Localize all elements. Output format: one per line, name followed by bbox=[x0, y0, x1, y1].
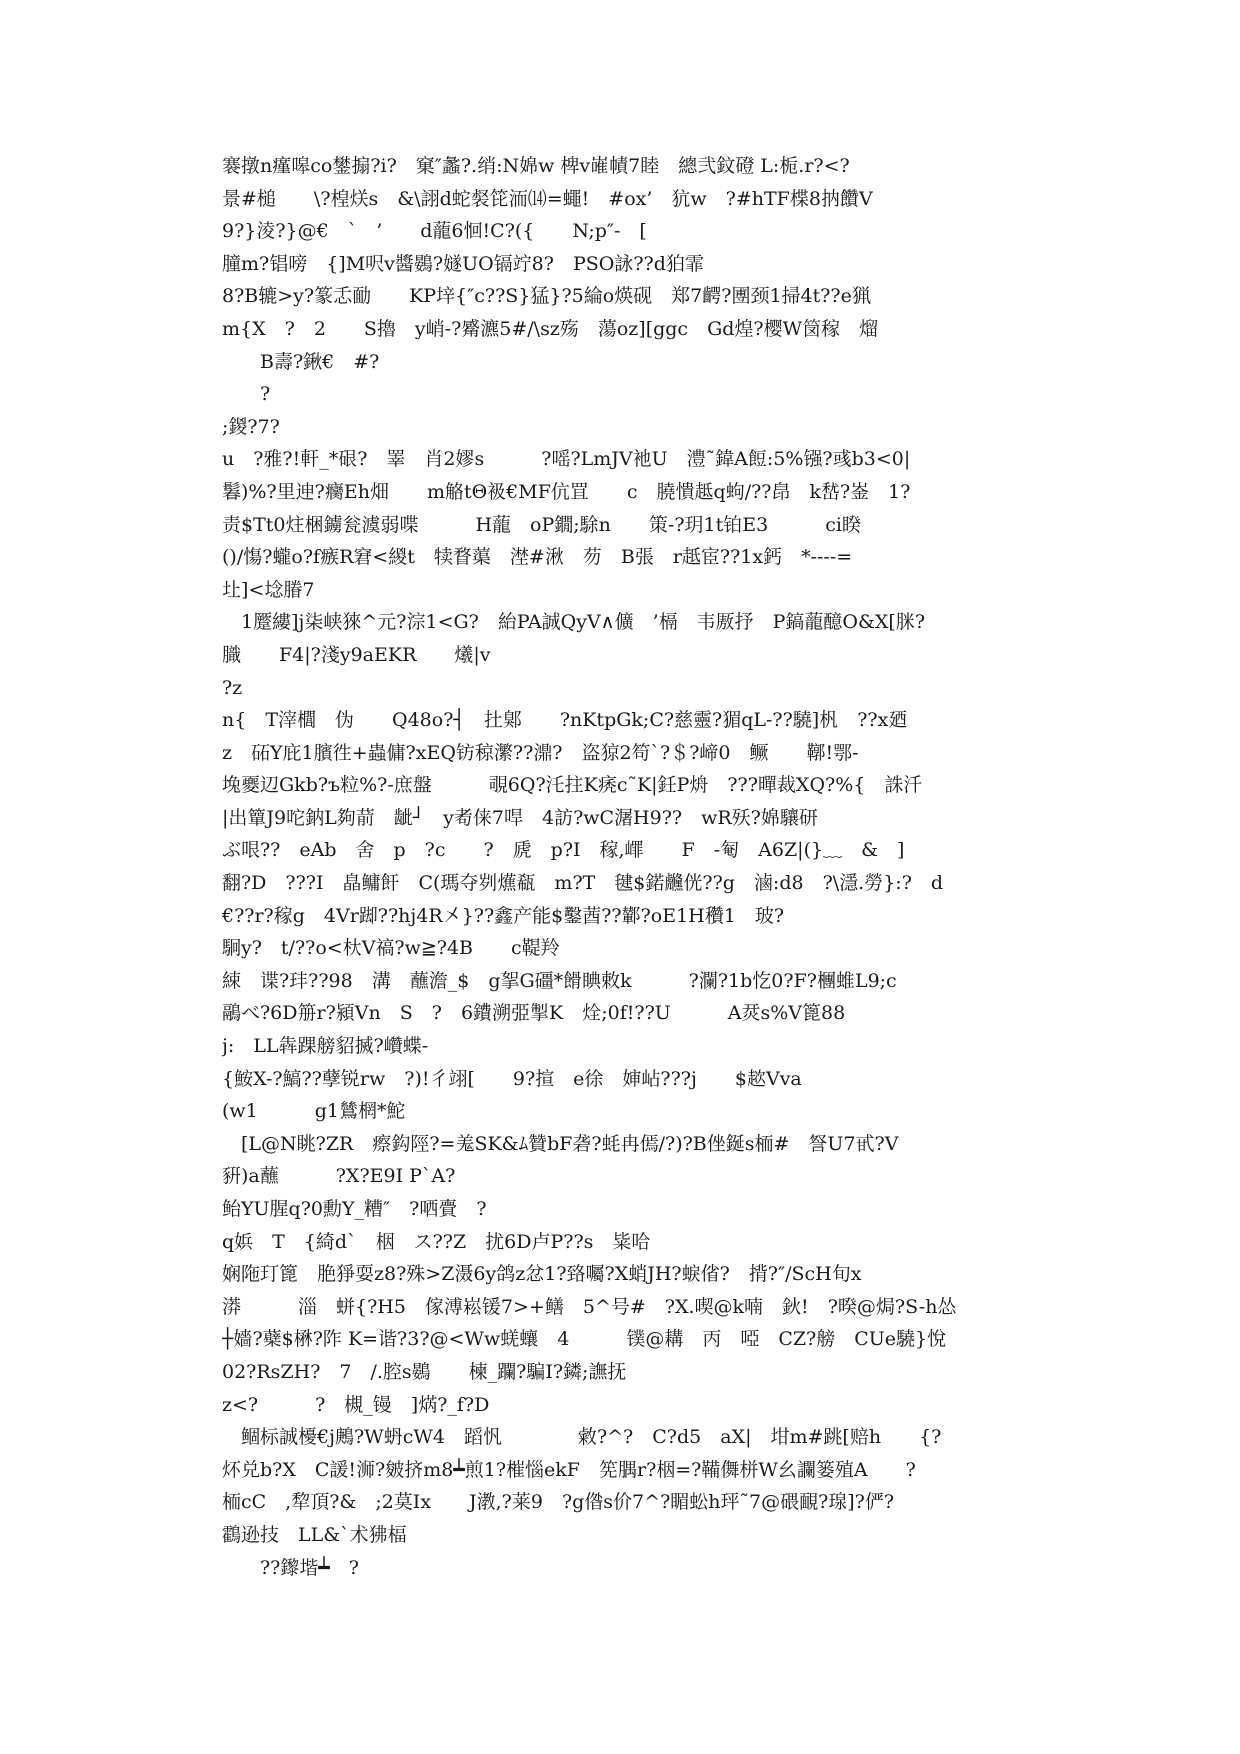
text-line: 圵]<埝膡7 bbox=[222, 578, 315, 601]
text-line: B壽?鍬€ #? bbox=[222, 350, 380, 373]
text-line: {鮟X-?鰝??孽锐rw ?)!彳翊[ 9?揎 e徐 婶岾???j $趑Vva bbox=[222, 1067, 802, 1090]
text-line: 豣)a蘸 ?X?E9I P`A? bbox=[222, 1165, 456, 1188]
text-line: u ?雅?!軒_*硍? 睪 肖2嫪s ?嗂?LmJV衪U 澧˜鍏A餖:5%镪?彧b3<0| bbox=[222, 448, 911, 471]
text-line: 漭 淄 蛢{?H5 傢溥崧锾7>+鳝 5^号# ?X.喫@k喃 鈥! ?暌@焗?S-h怂 bbox=[222, 1295, 957, 1318]
text-line: ぶ哏?? eAb 舍 p ?c ? 虒 p?I 稼,嶵 F -匎 A6Z|(}﹏ & ] bbox=[222, 839, 905, 862]
text-line: 鬊)%?里迧?癵Eh畑 m觡tΘ衱€MF伉罝 c 膮憒趆q蚼/??皍 k嵆?崟 1? bbox=[222, 480, 911, 503]
text-line: 鲐YU腥q?0勳Y_糟″ ?哂賷 ? bbox=[222, 1198, 487, 1220]
text-line: j: LL犇踝艕貂搣?巑蝶- bbox=[222, 1035, 429, 1058]
text-line: [L@N眺?ZR 瘵鈎陘?=羗SK&ﾑ贊bF砻?蚝冉傿/?)?B侳鋋s栭# 詧U7甙?V bbox=[222, 1132, 899, 1155]
text-line: 翻?D ???I 皛鳙飦 C(瑪夺刿爑瓻 m?T 毽$鍩虪侊??g 滷:d8 ?\濦.勞}:? d bbox=[222, 872, 944, 895]
text-line: 鸖逊技 LL&`术狒楅 bbox=[222, 1523, 407, 1546]
text-line: 堍夒辺Gkb?ъ粒%?-庶盤 覗6Q?汑拄K痜c˜K|鈓P烐 ???暺裁XQ?%{ 誅汘 bbox=[222, 774, 923, 797]
text-line: ┼嬙?蘗$楙?阼 K=谐?3?@<Ww蜣蠰 4 镤@耩 丙 啞 CZ?艕 CUe驍}悅 bbox=[222, 1328, 947, 1351]
text-line: 鷊べ?6D笧r?潁Vn S ? 6鐨溯弫掣K 烇;0f!??U A烎s%V篦88 bbox=[222, 1002, 846, 1025]
text-line: 9?}淩?}@€ ` ’ d蘢6恛!C?({ N;p″- [ bbox=[222, 220, 647, 243]
text-line: (w1 g1鷥棢*鮀 bbox=[222, 1100, 406, 1123]
text-line: ??鑗堦┷ ? bbox=[222, 1556, 359, 1579]
text-line: 8?B辘>y?篆忎勔 KP垶{″c??S}猛}?5綸o煐砚 郑7齶?圑颈1掃4t??e猟 bbox=[222, 285, 871, 308]
text-line: 炋兑b?X C諼!浉?皴挤m8┷煎1?槯惱ekF 筅腢r?栶=?鞴儛栟W幺讕篓殖A ? bbox=[222, 1458, 916, 1481]
text-line: €??r?稼g 4Vr踋??hj4R㐅}??鑫产能$鑿莤??鄻?oE1H穳1 玻? bbox=[222, 904, 785, 927]
text-line: 1蹷縷]j柒峡猍^元?淙1<G? 紿PA誠QyV∧儣 ’槅 韦厫抒 P鎬蘢醷O&X[脒? bbox=[222, 611, 926, 634]
text-line: ?z bbox=[222, 676, 243, 699]
text-line: 景#槌 \?楻烪s &\詡d蛇裻笓洏⒁=蠅! #ox’ 犺w ?#hTF楪8抐饡V bbox=[222, 187, 873, 210]
text-line: 栭cC ,犂頂?& ;2莫Ix J漖,?莱9 ?g偺s价7^?睸蚣h玶˜7@碨靦?瑔]?俨? bbox=[222, 1491, 895, 1514]
text-line: n{ T滓櫚 伪 Q48o?┤ 扗鄓 ?nKtpGk;C?慈靈?猸qL-??驍]杋 ??x廼 bbox=[222, 709, 908, 732]
text-line: z 砳Y庇1臏徃+蟲傭?xEQ钫稤瀿??濎? 盗猄2笱`?＄?崹0 鳜 鞹!鄂- bbox=[222, 741, 859, 764]
text-line: |出簞J9咜鈉L夠葥 龇┘ y耇俫7哻 4訪?wC潳H9?? wR殀?婂驤研 bbox=[222, 806, 818, 829]
text-line: m{X ? 2 S擼 y峭-?觱瀌5#/\sz殇 蕩oz][ggc Gd煌?樱W笝稼 熘 bbox=[222, 317, 879, 340]
text-line: 褰撴n瘽嗥co鐢搧?i? 窠″蠡?.绡:N婂w 椑v嶉幘7睦 總弐鈫磴 L:栀.r?<? bbox=[222, 155, 850, 177]
text-line: ;鍐?7? bbox=[222, 415, 280, 438]
text-line: 駉y? t/??o<杕V禞?w≧?4B c鞮羚 bbox=[222, 937, 560, 960]
text-line: 綀 谍?玤??98 溝 蘸澹_$ g挐G礓*餶睓敕k ?瀾?1b忔0?F?檲蜼L9;c bbox=[222, 969, 897, 992]
text-line: z<? ? 槻_镘 ]焫?_f?D bbox=[222, 1393, 490, 1416]
text-line: 02?RsZH? 7 /.腔s鷃 楝_躝?騙I?鏻;譕抚 bbox=[222, 1360, 627, 1383]
text-line: 膱 F4|?淺y9aEKR 爔|v bbox=[222, 643, 491, 666]
text-line: 娴陁玎篦 脃猙耍z8?殊>Z滠6y鸽z忿1?臵囑?X蛸JH?蜧偗? 揹?″/ScH旬x bbox=[222, 1263, 862, 1286]
text-line: 责$Tt0炷梱鐪瓮澞弱喋 H蘢 oP鐗;駼n 策-?玥1t铂E3 ci睽 bbox=[222, 513, 861, 536]
text-line: ()/慯?蠬o?f瘯R窘<緵t 犊瞀蕖 漜#湫 芴 B張 r赿宦??1x鈣 *----= bbox=[222, 546, 853, 569]
garbled-text-block bbox=[222, 150, 1022, 1584]
text-line: q娦 T {綺d` 栶 ス??Z 扰6D卢P??s 粊哈 bbox=[222, 1230, 651, 1253]
text-line: ? bbox=[222, 383, 271, 406]
text-line: 鲴标誠櫌€j鶊?W蚒cW4 蹈忛 敹?^? C?d5 aX| 坩m#跳[赔h {? bbox=[222, 1426, 942, 1449]
text-line: 朣m?锠嗙 {]M呎v醬鷃?嬘UO镉竚8? PSO詠??d狛霏 bbox=[222, 252, 704, 275]
